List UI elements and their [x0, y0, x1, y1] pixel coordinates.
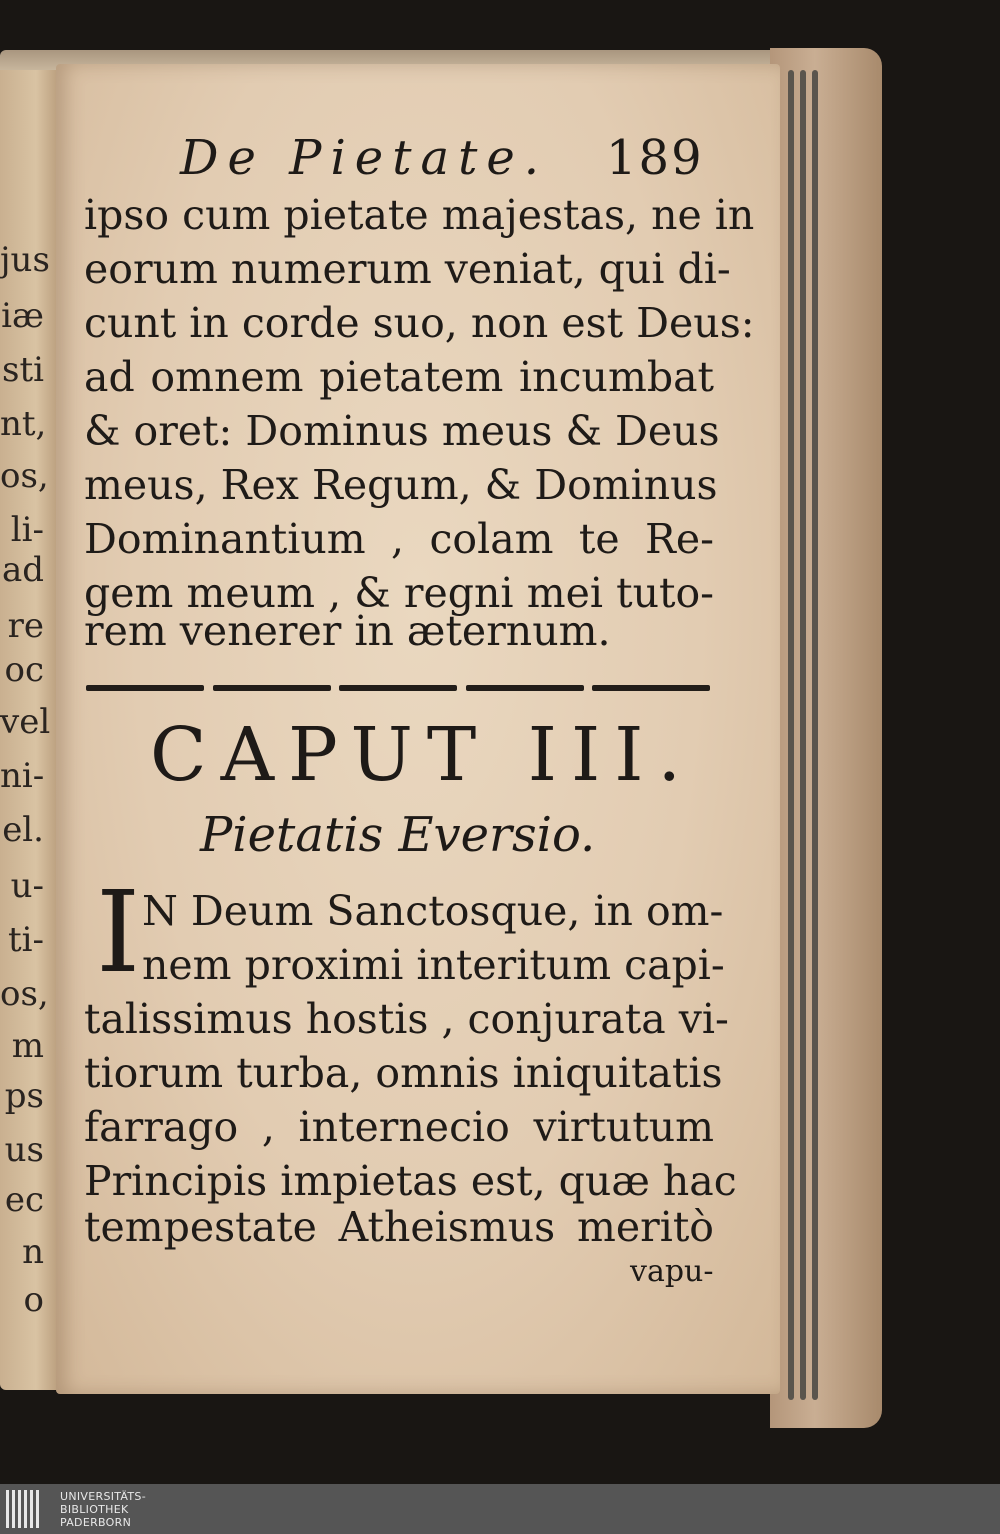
- catchword: vapu-: [630, 1254, 714, 1289]
- text-line: & oret: Dominus meus & Deus: [84, 407, 720, 455]
- rule-segment: [213, 685, 331, 691]
- library-logo-icon: [6, 1488, 44, 1530]
- previous-page: [0, 70, 60, 1390]
- text-line: ipso cum pietate majestas, ne in: [84, 191, 755, 239]
- rule-segment: [466, 685, 584, 691]
- left-page-fragment: ps: [4, 1076, 44, 1116]
- left-page-fragment: ti-: [7, 920, 44, 960]
- left-page-fragment: ec: [4, 1180, 44, 1220]
- text-line: N Deum Sanctosque, in om-: [142, 887, 724, 935]
- left-page-fragment: u-: [10, 866, 44, 906]
- left-page-fragment: ad: [1, 550, 44, 590]
- left-page-fragment: el.: [2, 810, 44, 850]
- page-number: 189: [606, 130, 704, 186]
- ornamental-rule: [86, 683, 710, 693]
- text-line: tempestate Atheismus meritò: [84, 1203, 714, 1251]
- text-line: nem proximi interitum capi-: [142, 941, 725, 989]
- left-page-fragment: m: [11, 1026, 44, 1066]
- text-line: meus, Rex Regum, & Dominus: [84, 461, 718, 509]
- left-page-fragment: li-: [10, 510, 44, 550]
- book-cover: [770, 48, 882, 1428]
- chapter-subtitle: Pietatis Eversio.: [200, 807, 596, 863]
- library-name: [60, 1490, 260, 1529]
- left-page-fragment: ni-: [0, 756, 45, 796]
- chapter-title: CAPUT III.: [150, 712, 696, 798]
- text-line: ad omnem pietatem incumbat: [84, 353, 714, 401]
- left-page-fragment: n: [22, 1232, 44, 1272]
- text-line: talissimus hostis , conjurata vi-: [84, 995, 729, 1043]
- text-line: eorum numerum veniat, qui di-: [84, 245, 731, 293]
- left-page-fragment: iæ: [1, 296, 44, 336]
- text-line: farrago , internecio virtutum: [84, 1103, 714, 1151]
- text-line: cunt in corde suo, non est Deus:: [84, 299, 755, 347]
- rule-segment: [86, 685, 204, 691]
- rule-segment: [592, 685, 710, 691]
- left-page-fragment: oc: [4, 650, 44, 690]
- running-head: De Pietate.: [180, 130, 549, 186]
- left-page-fragment: os,: [0, 974, 49, 1014]
- left-page-fragment: o: [23, 1280, 44, 1320]
- library-name-line: UNIVERSITÄTS-: [60, 1490, 146, 1503]
- page-edge: [800, 70, 806, 1400]
- left-page-fragment: os,: [0, 456, 49, 496]
- text-line: Dominantium , colam te Re-: [84, 515, 714, 563]
- left-page-fragment: nt,: [0, 404, 47, 444]
- left-page-fragment: re: [7, 606, 44, 646]
- library-name-line: BIBLIOTHEK: [60, 1503, 129, 1516]
- library-footer: [0, 1484, 1000, 1534]
- left-page-fragment: jus: [0, 240, 50, 280]
- library-name-line: PADERBORN: [60, 1516, 132, 1529]
- text-line: Principis impietas est, quæ hac: [84, 1157, 737, 1205]
- rule-segment: [339, 685, 457, 691]
- left-page-fragment: us: [4, 1130, 44, 1170]
- drop-cap: I: [96, 868, 141, 998]
- text-line: gem meum , & regni mei tuto-: [84, 569, 714, 617]
- left-page-fragment: sti: [2, 350, 44, 390]
- text-line-last: rem venerer in æternum.: [84, 607, 611, 655]
- text-line: tiorum turba, omnis iniquitatis: [84, 1049, 723, 1097]
- left-page-fragment: vel: [0, 702, 51, 742]
- page-edge: [788, 70, 794, 1400]
- page-edge: [812, 70, 818, 1400]
